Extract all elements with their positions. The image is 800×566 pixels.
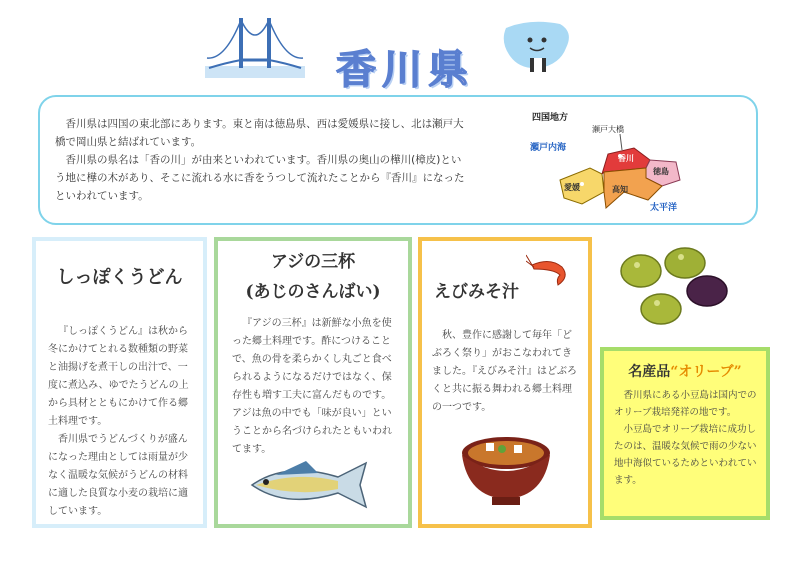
card-paragraph: 香川県でうどんづくりが盛んになった理由としては雨量が少なく温暖な気候がうどんの材料に適した良質な小麦の栽培に適しています。 <box>48 434 188 517</box>
map-kochi-label: 高知 <box>612 185 628 194</box>
fish-illustration <box>246 455 376 515</box>
card-title-line-2: (あじのさんばい) <box>245 282 381 302</box>
card-body <box>432 327 578 417</box>
card-paragraph: 香川県にある小豆島は国内でのオリーブ栽培発祥の地です。 <box>614 390 757 418</box>
card-olive <box>600 347 770 520</box>
card-title-accent: “オリーブ” <box>670 364 742 380</box>
card-body <box>614 387 760 489</box>
card-body <box>48 323 195 521</box>
map-sea-label: 瀬戸内海 <box>530 143 567 153</box>
bridge-illustration <box>205 8 305 80</box>
map-ocean-label: 太平洋 <box>650 203 678 213</box>
shrimp-icon <box>526 253 572 293</box>
card-title-prefix: 名産品 <box>628 364 671 380</box>
card-title <box>604 361 766 381</box>
map-ehime-label: 愛媛 <box>564 183 580 192</box>
intro-text <box>55 115 470 205</box>
card-ebi-misojiru <box>418 237 592 528</box>
map-bridge-label: 瀬戸大橋 <box>592 125 624 134</box>
card-paragraph: 『アジの三杯』は新鮮な小魚を使った郷土料理です。酢につけることで、魚の骨を柔らかくし丸ごと食べられるようになるだけではなく、保存性も増す工夫に富んだものです。アジは魚の中でも「味が良い」ということから名づけられたともいわれてます。 <box>232 318 392 455</box>
card-paragraph: 秋、豊作に感謝して毎年「どぶろく祭り」がおこなわれてきました。『えびみそ汁』はどぶろくと共に振る舞われる郷土料理の一つです。 <box>432 330 577 413</box>
map-kagawa-label: 香川 <box>618 154 634 163</box>
olives-illustration <box>615 245 755 335</box>
page-title: 香川県 <box>336 46 474 93</box>
card-title: しっぽくうどん <box>56 267 183 288</box>
map-title: 四国地方 <box>532 113 569 123</box>
shikoku-map <box>520 108 715 218</box>
intro-paragraph-2: 香川県の県名は「香の川」が由来といわれています。香川県の奥山の樺川(樟皮)という地に樺の木があり、そこに流れる水に香をうつして流れたことから『香川』になったといわれています。 <box>55 154 465 202</box>
intro-paragraph-1: 香川県は四国の東北部にあります。東と南は徳島県、西は愛媛県に接し、北は瀬戸大橋で岡山県と結ばれています。 <box>55 118 464 148</box>
card-paragraph: 小豆島でオリーブ栽培に成功したのは、温暖な気候で雨の少ない地中海似ているためといわれています。 <box>614 424 757 486</box>
card-body <box>232 315 398 459</box>
card-shippoku-udon <box>32 237 207 528</box>
map-tokushima-label: 徳島 <box>653 167 669 176</box>
card-paragraph: 『しっぽくうどん』は秋から冬にかけてとれる数種類の野菜と油揚げを煮干しの出汁で、一度に煮込み、ゆでたうどんの上から具材とともにかけて作る郷土料理です。 <box>48 326 189 427</box>
card-aji-sanbai <box>214 237 412 528</box>
card-title <box>218 247 408 307</box>
miso-soup-illustration <box>458 431 554 509</box>
card-title: えびみそ汁 <box>434 282 519 302</box>
mascot-icon <box>500 18 575 76</box>
card-title-line-1: アジの三杯 <box>270 252 356 272</box>
